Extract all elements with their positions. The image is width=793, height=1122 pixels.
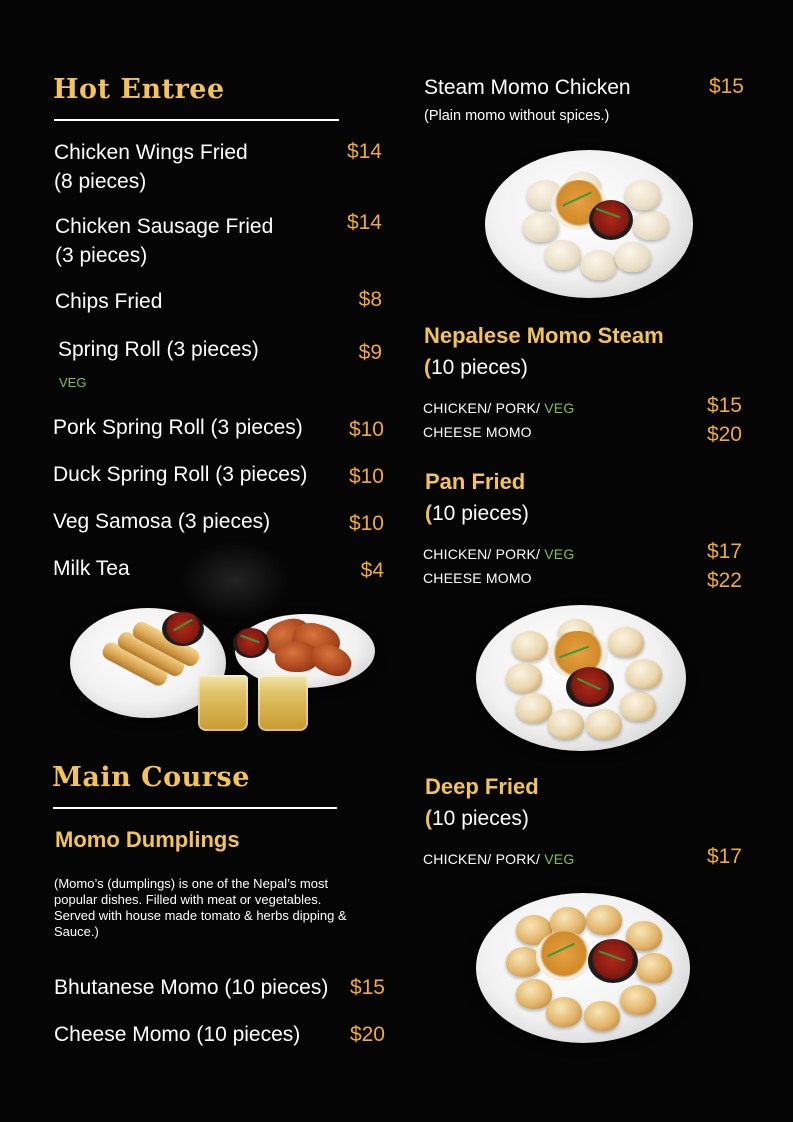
count-text: 10 pieces) bbox=[431, 356, 528, 379]
item-price: $4 bbox=[360, 559, 384, 582]
momo-description: (Momo’s (dumplings) is one of the Nepal’s most popular dishes. Filled with meat or vegetables. Served with house made tomato & herbs dipping & Sauce.) bbox=[54, 876, 347, 939]
option-line bbox=[423, 546, 574, 562]
item-price: $22 bbox=[706, 569, 742, 592]
item-note: (Plain momo without spices.) bbox=[424, 108, 610, 124]
paren: ( bbox=[425, 502, 432, 525]
menu-item-bhutanese-momo: Bhutanese Momo (10 pieces) bbox=[54, 976, 329, 999]
count-text: 10 pieces) bbox=[432, 807, 529, 830]
menu-item-pork-spring-roll: Pork Spring Roll (3 pieces) bbox=[53, 416, 303, 439]
menu-item-cheese-momo: Cheese Momo (10 pieces) bbox=[54, 1023, 301, 1046]
option-text: CHICKEN/ PORK/ bbox=[423, 546, 545, 562]
item-portion: (8 pieces) bbox=[54, 170, 147, 193]
item-portion: (3 pieces) bbox=[55, 244, 148, 267]
item-price: $15 bbox=[708, 75, 744, 98]
item-price: $14 bbox=[346, 140, 382, 163]
menu-item-duck-spring-roll: Duck Spring Roll (3 pieces) bbox=[53, 463, 308, 486]
main-course-heading: Main Course bbox=[52, 762, 250, 793]
item-price: $8 bbox=[358, 288, 382, 311]
deep-fried-heading: Deep Fried bbox=[425, 774, 539, 799]
portion-count bbox=[425, 807, 529, 831]
item-name: Chicken Wings Fried bbox=[54, 141, 248, 164]
item-price: $10 bbox=[348, 512, 384, 535]
item-price: $15 bbox=[706, 394, 742, 417]
momo-word: Momo bbox=[55, 827, 120, 852]
veg-tag: VEG bbox=[544, 400, 575, 416]
option-text: CHICKEN/ PORK/ bbox=[423, 400, 545, 416]
steam-momo-plate-photo bbox=[485, 150, 693, 300]
menu-item-veg-samosa: Veg Samosa (3 pieces) bbox=[53, 510, 271, 533]
veg-tag: VEG bbox=[59, 375, 87, 390]
hot-entree-heading: Hot Entree bbox=[53, 74, 225, 105]
portion-count bbox=[424, 356, 528, 380]
pan-fried-heading: Pan Fried bbox=[425, 469, 526, 494]
item-price: $17 bbox=[706, 845, 742, 868]
option-line: CHEESE MOMO bbox=[423, 570, 532, 586]
veg-tag: VEG bbox=[544, 851, 575, 867]
item-price: $15 bbox=[349, 976, 385, 999]
hot-entree-divider bbox=[54, 119, 339, 121]
option-text: CHICKEN/ PORK/ bbox=[423, 851, 545, 867]
item-name: Chicken Sausage Fried bbox=[55, 215, 274, 238]
menu-item-chicken-wings bbox=[54, 138, 248, 196]
option-line bbox=[423, 400, 574, 416]
menu-item-steam-momo-chicken: Steam Momo Chicken bbox=[424, 76, 631, 99]
menu-item-milk-tea: Milk Tea bbox=[53, 557, 130, 580]
item-price: $20 bbox=[349, 1023, 385, 1046]
option-line: CHEESE MOMO bbox=[423, 424, 532, 440]
nepalese-momo-steam-heading: Nepalese Momo Steam bbox=[424, 323, 664, 348]
spring-roll-wings-tea-photo bbox=[70, 560, 380, 740]
menu-item-spring-roll: Spring Roll (3 pieces) bbox=[58, 338, 259, 361]
dumplings-word: Dumplings bbox=[125, 827, 240, 852]
item-price: $20 bbox=[706, 423, 742, 446]
item-price: $17 bbox=[706, 540, 742, 563]
count-text: 10 pieces) bbox=[432, 502, 529, 525]
menu-item-chicken-sausage bbox=[55, 212, 273, 270]
item-price: $14 bbox=[346, 211, 382, 234]
pan-fried-momo-plate-photo bbox=[476, 605, 686, 753]
option-line bbox=[423, 851, 574, 867]
momo-dumplings-heading bbox=[55, 827, 240, 853]
portion-count bbox=[425, 502, 529, 526]
item-price: $10 bbox=[348, 465, 384, 488]
item-price: $10 bbox=[348, 418, 384, 441]
main-course-divider bbox=[53, 807, 337, 809]
item-price: $9 bbox=[358, 341, 382, 364]
paren: ( bbox=[425, 807, 432, 830]
paren: ( bbox=[424, 356, 431, 379]
menu-item-chips-fried: Chips Fried bbox=[55, 290, 163, 313]
veg-tag: VEG bbox=[544, 546, 575, 562]
deep-fried-momo-plate-photo bbox=[476, 893, 690, 1045]
